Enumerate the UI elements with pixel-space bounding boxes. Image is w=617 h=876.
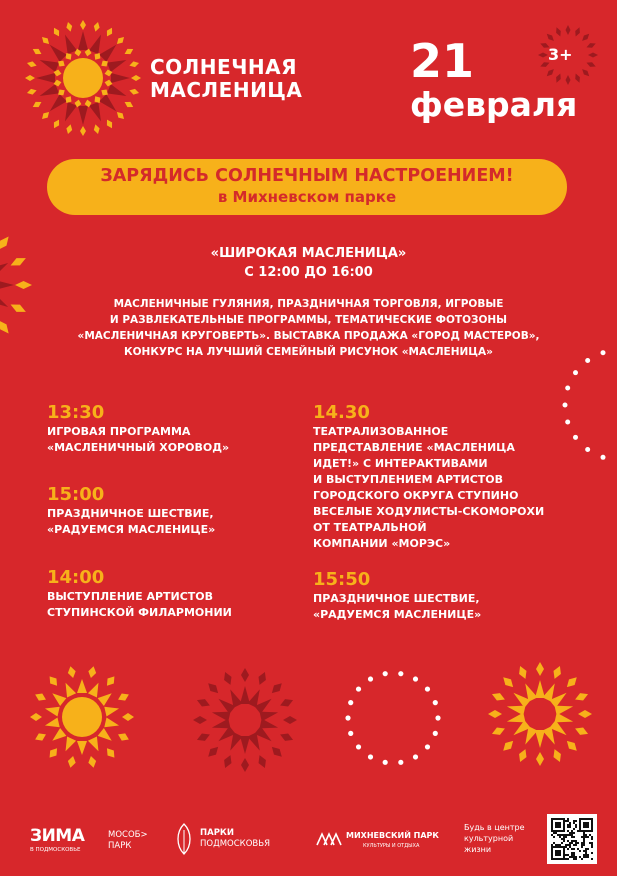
schedule-line: И ВЫСТУПЛЕНИЕМ АРТИСТОВ: [313, 473, 504, 486]
bottom-sun-1-icon: [30, 666, 134, 767]
sun-logo-icon: [25, 20, 141, 136]
description-line: И РАЗВЛЕКАТЕЛЬНЫЕ ПРОГРАММЫ, ТЕМАТИЧЕСКИЕ ФОТОЗОНЫ: [109, 314, 508, 326]
schedule-time: 14.30: [313, 402, 370, 423]
schedule-item: [47, 402, 229, 456]
footer-logos: [0, 812, 617, 876]
qr-code-icon[interactable]: [547, 814, 597, 864]
schedule-line: ПРЕДСТАВЛЕНИЕ «МАСЛЕНИЦА: [313, 441, 515, 454]
schedule-line: ВЫСТУПЛЕНИЕ АРТИСТОВ: [47, 590, 214, 603]
logo-line-1: СОЛНЕЧНАЯ: [150, 55, 297, 79]
date-month: февраля: [410, 85, 578, 124]
schedule-line: ГОРОДСКОГО ОКРУГА СТУПИНО: [313, 489, 519, 502]
parki-leaf-icon: [174, 822, 194, 856]
schedule-item: [313, 569, 481, 623]
mosob-line-1: МОСОБ>: [108, 830, 148, 840]
slogan-text: [464, 822, 525, 855]
event-description: [30, 296, 587, 360]
bottom-sun-4-icon: [488, 662, 592, 766]
schedule-line: ОТ ТЕАТРАЛЬНОЙ: [313, 521, 427, 534]
slogan-line: Будь в центре: [464, 823, 525, 832]
schedule-line: ПРАЗДНИЧНОЕ ШЕСТВИЕ,: [47, 507, 214, 520]
description-line: КОНКУРС НА ЛУЧШИЙ СЕМЕЙНЫЙ РИСУНОК «МАСЛЕНИЦА»: [124, 346, 493, 358]
date-day: 21: [410, 34, 475, 88]
schedule-line: ТЕАТРАЛИЗОВАННОЕ: [313, 425, 449, 438]
parki-logo: [200, 828, 270, 850]
schedule-line: ПРАЗДНИЧНОЕ ШЕСТВИЕ,: [313, 592, 480, 605]
parki-line-2: ПОДМОСКОВЬЯ: [200, 839, 270, 849]
schedule-line: «РАДУЕМСЯ МАСЛЕНИЦЕ»: [313, 608, 482, 621]
schedule-line: КОМПАНИИ «МОРЭС»: [313, 537, 451, 550]
slogan-banner: [47, 159, 567, 215]
schedule-line: «РАДУЕМСЯ МАСЛЕНИЦЕ»: [47, 523, 216, 536]
schedule-item: [47, 567, 232, 621]
event-name: «ШИРОКАЯ МАСЛЕНИЦА»: [210, 246, 407, 261]
schedule-time: 15:50: [313, 569, 371, 590]
schedule-text: [47, 424, 229, 456]
schedule-time: 15:00: [47, 484, 105, 505]
schedule-text: [313, 591, 481, 623]
schedule-text: [313, 424, 544, 552]
mosob-line-2: ПАРК: [108, 841, 132, 851]
mikhnevsky-park-sub: КУЛЬТУРЫ И ОТДЫХА: [363, 843, 420, 849]
zima-logo: ЗИМА: [30, 826, 85, 846]
schedule-item: [313, 402, 544, 552]
schedule-line: «МАСЛЕНИЧНЫЙ ХОРОВОД»: [47, 441, 230, 454]
age-badge: 3+: [548, 45, 573, 64]
schedule-text: [47, 589, 232, 621]
description-line: МАСЛЕНИЧНЫЕ ГУЛЯНИЯ, ПРАЗДНИЧНАЯ ТОРГОВЛЯ, ИГРОВЫЕ: [113, 298, 504, 310]
schedule-line: СТУПИНСКОЙ ФИЛАРМОНИИ: [47, 606, 232, 619]
logo-line-2: МАСЛЕНИЦА: [150, 78, 303, 102]
parki-line-1: ПАРКИ: [200, 828, 234, 838]
description-line: «МАСЛЕНИЧНАЯ КРУГОВЕРТЬ». ВЫСТАВКА ПРОДАЖА «ГОРОД МАСТЕРОВ»,: [77, 330, 540, 342]
left-edge-sun-icon: [0, 225, 32, 346]
slogan-line: жизни: [464, 845, 492, 854]
schedule-time: 14:00: [47, 567, 105, 588]
event-hours: С 12:00 ДО 16:00: [244, 265, 373, 280]
banner-title: ЗАРЯДИСЬ СОЛНЕЧНЫМ НАСТРОЕНИЕМ!: [100, 166, 514, 186]
schedule-line: ИГРОВАЯ ПРОГРАММА: [47, 425, 191, 438]
schedule-item: [47, 484, 215, 538]
bottom-dotted-circle-icon: [345, 671, 440, 765]
event-heading: [0, 244, 617, 282]
schedule-time: 13:30: [47, 402, 105, 423]
right-dotted-circle-icon: [563, 348, 617, 463]
mosob-park-logo: [108, 830, 148, 852]
bottom-sun-2-icon: [193, 668, 297, 772]
zima-logo-sub: В ПОДМОСКОВЬЕ: [30, 847, 81, 853]
slogan-line: культурной: [464, 834, 514, 843]
schedule-text: [47, 506, 215, 538]
mikhnevsky-park-title: МИХНЕВСКИЙ ПАРК: [346, 831, 439, 840]
banner-subtitle: в Михневском парке: [217, 188, 397, 206]
mikhnevsky-park-icon: [316, 831, 342, 847]
schedule-line: ИДЕТ!» С ИНТЕРАКТИВАМИ: [313, 457, 488, 470]
logo-title: [150, 56, 302, 102]
schedule-line: ВЕСЕЛЫЕ ХОДУЛИСТЫ-СКОМОРОХИ: [313, 505, 545, 518]
